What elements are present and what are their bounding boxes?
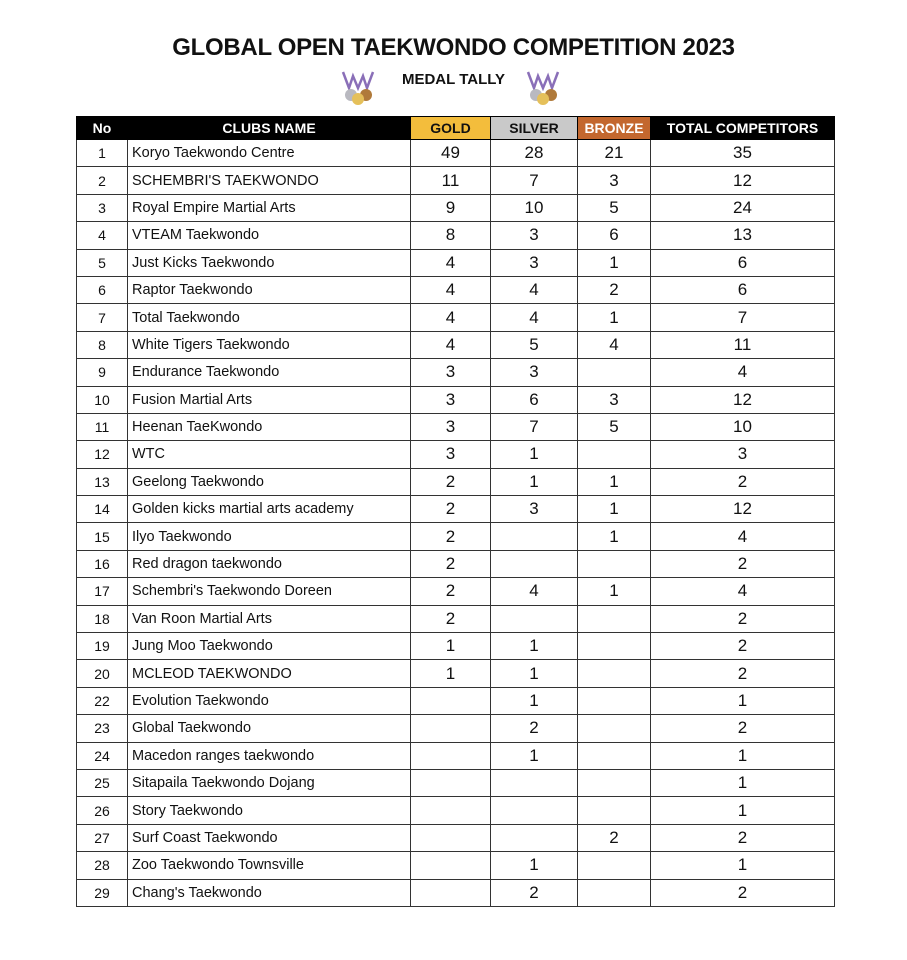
cell-no: 23 — [77, 715, 128, 742]
page-title: GLOBAL OPEN TAEKWONDO COMPETITION 2023 — [172, 34, 735, 61]
cell-club: Koryo Taekwondo Centre — [128, 140, 411, 167]
cell-silver: 4 — [491, 578, 578, 605]
cell-no: 19 — [77, 633, 128, 660]
cell-total: 4 — [651, 523, 835, 550]
cell-gold — [411, 769, 491, 796]
cell-gold: 3 — [411, 359, 491, 386]
cell-total: 2 — [651, 633, 835, 660]
cell-no: 16 — [77, 550, 128, 577]
cell-gold: 8 — [411, 222, 491, 249]
cell-gold — [411, 742, 491, 769]
cell-club: Zoo Taekwondo Townsville — [128, 852, 411, 879]
cell-no: 22 — [77, 687, 128, 714]
cell-total: 2 — [651, 715, 835, 742]
table-row — [77, 633, 835, 660]
cell-silver — [491, 550, 578, 577]
cell-gold: 4 — [411, 331, 491, 358]
cell-silver: 5 — [491, 331, 578, 358]
cell-gold: 11 — [411, 167, 491, 194]
cell-gold: 1 — [411, 660, 491, 687]
table-row — [77, 441, 835, 468]
cell-total: 4 — [651, 578, 835, 605]
medal-tally-table — [76, 116, 835, 907]
cell-gold: 49 — [411, 140, 491, 167]
cell-silver — [491, 824, 578, 851]
cell-bronze: 5 — [578, 413, 651, 440]
cell-gold: 9 — [411, 194, 491, 221]
cell-bronze: 3 — [578, 167, 651, 194]
table-row — [77, 550, 835, 577]
cell-silver: 3 — [491, 496, 578, 523]
cell-bronze: 4 — [578, 331, 651, 358]
cell-no: 11 — [77, 413, 128, 440]
cell-no: 28 — [77, 852, 128, 879]
table-row — [77, 879, 835, 906]
cell-no: 18 — [77, 605, 128, 632]
cell-bronze — [578, 441, 651, 468]
cell-no: 15 — [77, 523, 128, 550]
cell-total: 35 — [651, 140, 835, 167]
cell-club: Story Taekwondo — [128, 797, 411, 824]
cell-bronze: 6 — [578, 222, 651, 249]
cell-silver — [491, 605, 578, 632]
cell-club: Red dragon taekwondo — [128, 550, 411, 577]
cell-gold: 2 — [411, 523, 491, 550]
cell-total: 1 — [651, 769, 835, 796]
cell-no: 17 — [77, 578, 128, 605]
header-silver: SILVER — [491, 117, 578, 140]
cell-gold: 3 — [411, 441, 491, 468]
cell-gold: 2 — [411, 496, 491, 523]
cell-gold — [411, 797, 491, 824]
cell-no: 29 — [77, 879, 128, 906]
cell-gold — [411, 687, 491, 714]
cell-total: 4 — [651, 359, 835, 386]
header-bronze: BRONZE — [578, 117, 651, 140]
cell-no: 24 — [77, 742, 128, 769]
cell-no: 3 — [77, 194, 128, 221]
cell-gold: 2 — [411, 578, 491, 605]
table-row — [77, 249, 835, 276]
table-row — [77, 386, 835, 413]
cell-silver — [491, 523, 578, 550]
table-row — [77, 852, 835, 879]
table-row — [77, 523, 835, 550]
cell-bronze — [578, 550, 651, 577]
header-gold: GOLD — [411, 117, 491, 140]
cell-total: 2 — [651, 824, 835, 851]
table-row — [77, 742, 835, 769]
cell-no: 25 — [77, 769, 128, 796]
cell-total: 2 — [651, 660, 835, 687]
cell-bronze: 1 — [578, 304, 651, 331]
table-row — [77, 413, 835, 440]
cell-no: 27 — [77, 824, 128, 851]
cell-gold — [411, 852, 491, 879]
cell-total: 1 — [651, 852, 835, 879]
cell-club: Golden kicks martial arts academy — [128, 496, 411, 523]
cell-silver: 1 — [491, 441, 578, 468]
cell-club: WTC — [128, 441, 411, 468]
cell-club: Jung Moo Taekwondo — [128, 633, 411, 660]
table-row — [77, 797, 835, 824]
cell-no: 4 — [77, 222, 128, 249]
cell-no: 10 — [77, 386, 128, 413]
cell-total: 1 — [651, 797, 835, 824]
cell-no: 8 — [77, 331, 128, 358]
cell-total: 7 — [651, 304, 835, 331]
cell-gold: 2 — [411, 468, 491, 495]
cell-club: Schembri's Taekwondo Doreen — [128, 578, 411, 605]
cell-silver: 2 — [491, 879, 578, 906]
table-row — [77, 824, 835, 851]
cell-silver: 3 — [491, 249, 578, 276]
cell-no: 7 — [77, 304, 128, 331]
cell-total: 10 — [651, 413, 835, 440]
cell-club: Global Taekwondo — [128, 715, 411, 742]
cell-club: Heenan TaeKwondo — [128, 413, 411, 440]
cell-no: 5 — [77, 249, 128, 276]
cell-club: SCHEMBRI'S TAEKWONDO — [128, 167, 411, 194]
cell-total: 2 — [651, 605, 835, 632]
cell-bronze: 21 — [578, 140, 651, 167]
cell-total: 13 — [651, 222, 835, 249]
cell-silver — [491, 769, 578, 796]
cell-total: 2 — [651, 550, 835, 577]
cell-bronze — [578, 852, 651, 879]
cell-no: 9 — [77, 359, 128, 386]
cell-club: VTEAM Taekwondo — [128, 222, 411, 249]
table-row — [77, 496, 835, 523]
table-row — [77, 715, 835, 742]
cell-bronze — [578, 687, 651, 714]
cell-bronze: 1 — [578, 578, 651, 605]
cell-silver: 6 — [491, 386, 578, 413]
cell-total: 1 — [651, 687, 835, 714]
table-row — [77, 194, 835, 221]
table-row — [77, 167, 835, 194]
table-row — [77, 769, 835, 796]
cell-total: 12 — [651, 386, 835, 413]
cell-club: Just Kicks Taekwondo — [128, 249, 411, 276]
cell-silver: 1 — [491, 468, 578, 495]
table-row — [77, 687, 835, 714]
cell-bronze — [578, 605, 651, 632]
cell-gold: 4 — [411, 276, 491, 303]
cell-silver: 1 — [491, 633, 578, 660]
cell-club: Raptor Taekwondo — [128, 276, 411, 303]
header-no: No — [77, 117, 128, 140]
cell-club: Van Roon Martial Arts — [128, 605, 411, 632]
cell-silver: 3 — [491, 222, 578, 249]
cell-no: 12 — [77, 441, 128, 468]
cell-total: 2 — [651, 468, 835, 495]
table-row — [77, 468, 835, 495]
cell-no: 6 — [77, 276, 128, 303]
cell-bronze — [578, 797, 651, 824]
table-row — [77, 660, 835, 687]
cell-club: Surf Coast Taekwondo — [128, 824, 411, 851]
cell-bronze: 1 — [578, 523, 651, 550]
cell-no: 13 — [77, 468, 128, 495]
cell-silver: 28 — [491, 140, 578, 167]
cell-total: 6 — [651, 249, 835, 276]
cell-silver: 1 — [491, 687, 578, 714]
medals-icon — [525, 70, 561, 106]
cell-club: Royal Empire Martial Arts — [128, 194, 411, 221]
cell-bronze: 5 — [578, 194, 651, 221]
cell-silver: 1 — [491, 852, 578, 879]
cell-silver: 7 — [491, 167, 578, 194]
cell-total: 12 — [651, 496, 835, 523]
cell-gold: 4 — [411, 304, 491, 331]
cell-no: 14 — [77, 496, 128, 523]
cell-bronze — [578, 879, 651, 906]
cell-silver: 7 — [491, 413, 578, 440]
cell-bronze: 1 — [578, 468, 651, 495]
table-row — [77, 140, 835, 167]
cell-silver: 3 — [491, 359, 578, 386]
cell-bronze — [578, 769, 651, 796]
cell-silver: 1 — [491, 742, 578, 769]
header-club: CLUBS NAME — [128, 117, 411, 140]
table-row — [77, 304, 835, 331]
cell-bronze: 2 — [578, 824, 651, 851]
cell-no: 1 — [77, 140, 128, 167]
cell-club: Endurance Taekwondo — [128, 359, 411, 386]
table-row — [77, 222, 835, 249]
cell-club: Geelong Taekwondo — [128, 468, 411, 495]
cell-total: 12 — [651, 167, 835, 194]
cell-total: 3 — [651, 441, 835, 468]
cell-total: 1 — [651, 742, 835, 769]
cell-gold: 1 — [411, 633, 491, 660]
cell-total: 2 — [651, 879, 835, 906]
cell-gold — [411, 879, 491, 906]
cell-no: 20 — [77, 660, 128, 687]
table-row — [77, 331, 835, 358]
cell-silver: 4 — [491, 304, 578, 331]
cell-bronze — [578, 633, 651, 660]
cell-bronze — [578, 742, 651, 769]
cell-silver: 4 — [491, 276, 578, 303]
table-row — [77, 359, 835, 386]
cell-gold: 3 — [411, 386, 491, 413]
table-row — [77, 605, 835, 632]
cell-bronze: 3 — [578, 386, 651, 413]
cell-total: 6 — [651, 276, 835, 303]
cell-gold — [411, 715, 491, 742]
cell-bronze: 1 — [578, 249, 651, 276]
cell-gold: 4 — [411, 249, 491, 276]
cell-gold: 3 — [411, 413, 491, 440]
cell-gold — [411, 824, 491, 851]
cell-silver: 2 — [491, 715, 578, 742]
cell-bronze — [578, 660, 651, 687]
cell-club: Ilyo Taekwondo — [128, 523, 411, 550]
header-row — [77, 117, 835, 140]
cell-no: 26 — [77, 797, 128, 824]
cell-bronze — [578, 359, 651, 386]
cell-gold: 2 — [411, 550, 491, 577]
cell-bronze — [578, 715, 651, 742]
cell-club: White Tigers Taekwondo — [128, 331, 411, 358]
cell-club: Macedon ranges taekwondo — [128, 742, 411, 769]
cell-bronze: 1 — [578, 496, 651, 523]
cell-gold: 2 — [411, 605, 491, 632]
cell-club: Evolution Taekwondo — [128, 687, 411, 714]
cell-total: 24 — [651, 194, 835, 221]
subtitle: MEDAL TALLY — [401, 71, 506, 88]
cell-club: Total Taekwondo — [128, 304, 411, 331]
header-total: TOTAL COMPETITORS — [651, 117, 835, 140]
cell-silver: 10 — [491, 194, 578, 221]
cell-no: 2 — [77, 167, 128, 194]
cell-club: Fusion Martial Arts — [128, 386, 411, 413]
cell-total: 11 — [651, 331, 835, 358]
table-row — [77, 276, 835, 303]
cell-club: Sitapaila Taekwondo Dojang — [128, 769, 411, 796]
cell-bronze: 2 — [578, 276, 651, 303]
cell-silver — [491, 797, 578, 824]
cell-club: MCLEOD TAEKWONDO — [128, 660, 411, 687]
cell-club: Chang's Taekwondo — [128, 879, 411, 906]
cell-silver: 1 — [491, 660, 578, 687]
table-row — [77, 578, 835, 605]
